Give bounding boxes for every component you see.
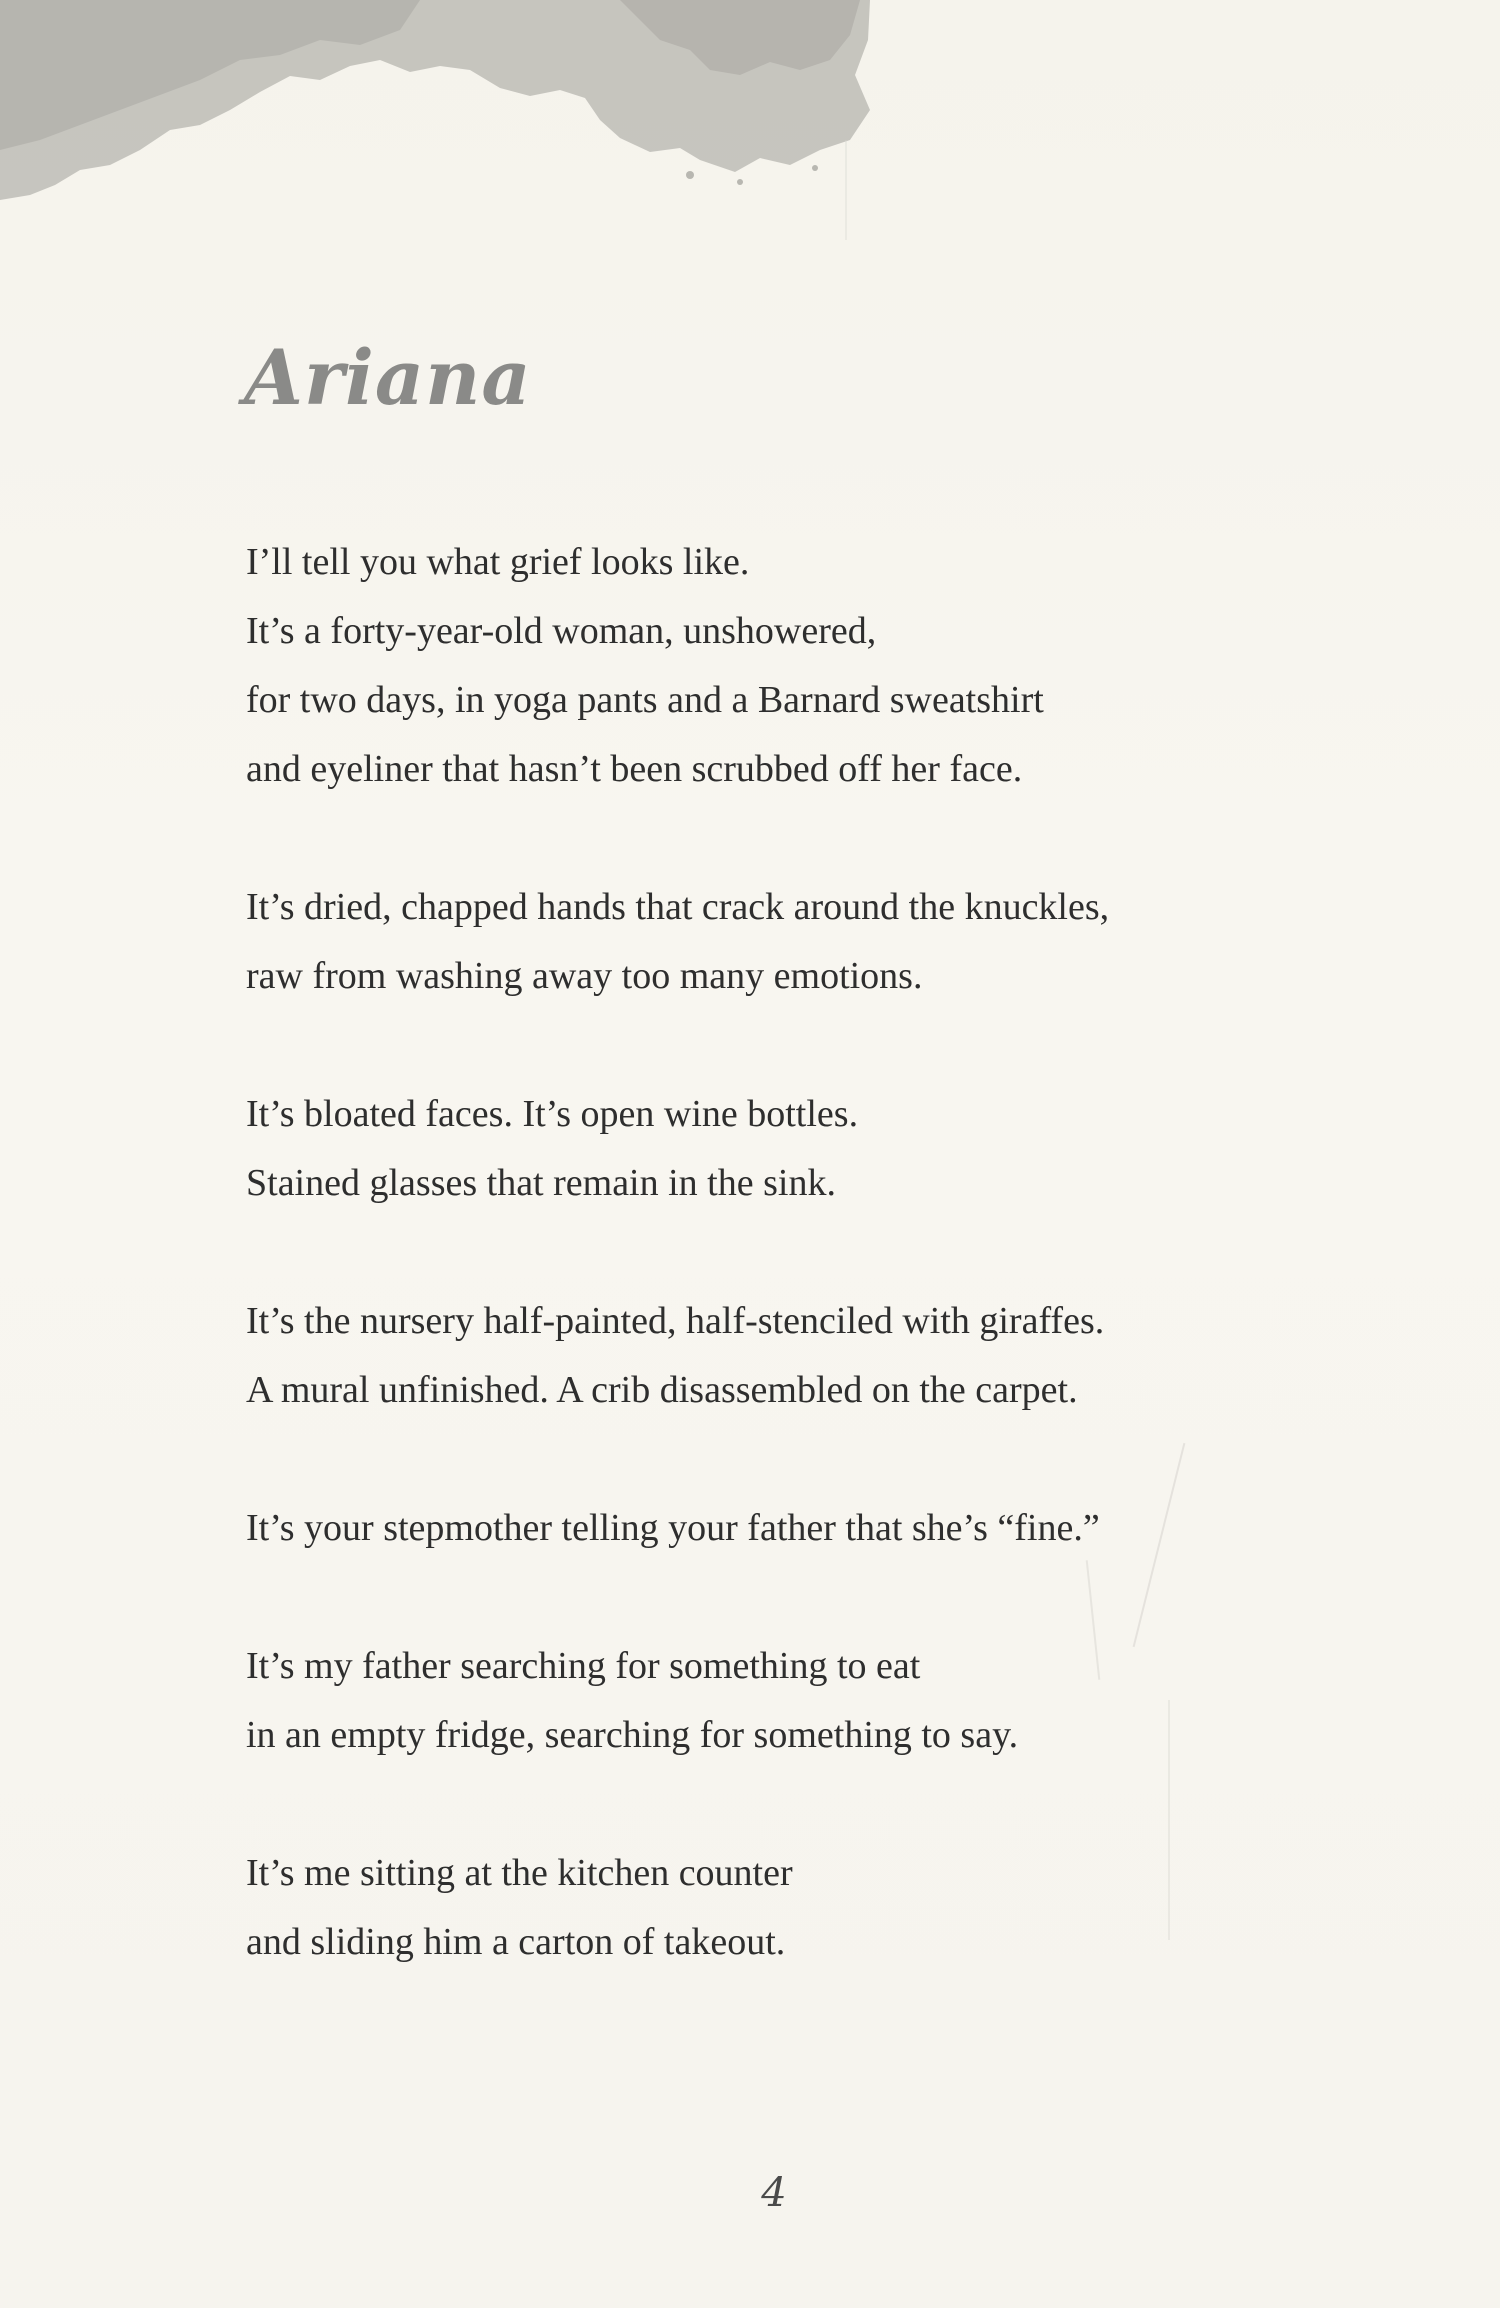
stanza — [246, 1080, 1346, 1218]
poem-line: It’s your stepmother telling your father that she’s “fine.” — [246, 1507, 1100, 1549]
stanza — [246, 1839, 1346, 1977]
poem-line: and sliding him a carton of takeout. — [246, 1921, 786, 1963]
page-number: 4 — [761, 2170, 787, 2216]
stanza — [246, 1494, 1346, 1563]
poem-body — [246, 528, 1346, 2046]
poem-line: Stained glasses that remain in the sink. — [246, 1162, 836, 1204]
poem-line: raw from washing away too many emotions. — [246, 955, 923, 997]
poem-line: It’s a forty-year-old woman, unshowered, — [246, 610, 877, 652]
poem-line: for two days, in yoga pants and a Barnard sweatshirt — [246, 679, 1044, 721]
stanza — [246, 1287, 1346, 1425]
stanza — [246, 873, 1346, 1011]
poem-line: I’ll tell you what grief looks like. — [246, 541, 750, 583]
poem-line: It’s bloated faces. It’s open wine bottles. — [246, 1093, 859, 1135]
poem-line: and eyeliner that hasn’t been scrubbed off her face. — [246, 748, 1023, 790]
poem-line: A mural unfinished. A crib disassembled on the carpet. — [246, 1369, 1078, 1411]
poem-line: It’s my father searching for something to eat — [246, 1645, 921, 1687]
poem-line: in an empty fridge, searching for something to say. — [246, 1714, 1019, 1756]
stanza — [246, 528, 1346, 804]
stanza — [246, 1632, 1346, 1770]
poem-line: It’s me sitting at the kitchen counter — [246, 1852, 793, 1894]
poem-title: Ariana — [244, 333, 532, 422]
poem-line: It’s the nursery half-painted, half-stenciled with giraffes. — [246, 1300, 1105, 1342]
paper-scratch-line — [845, 140, 847, 240]
ink-splash-decoration — [0, 0, 880, 200]
poem-line: It’s dried, chapped hands that crack around the knuckles, — [246, 886, 1110, 928]
